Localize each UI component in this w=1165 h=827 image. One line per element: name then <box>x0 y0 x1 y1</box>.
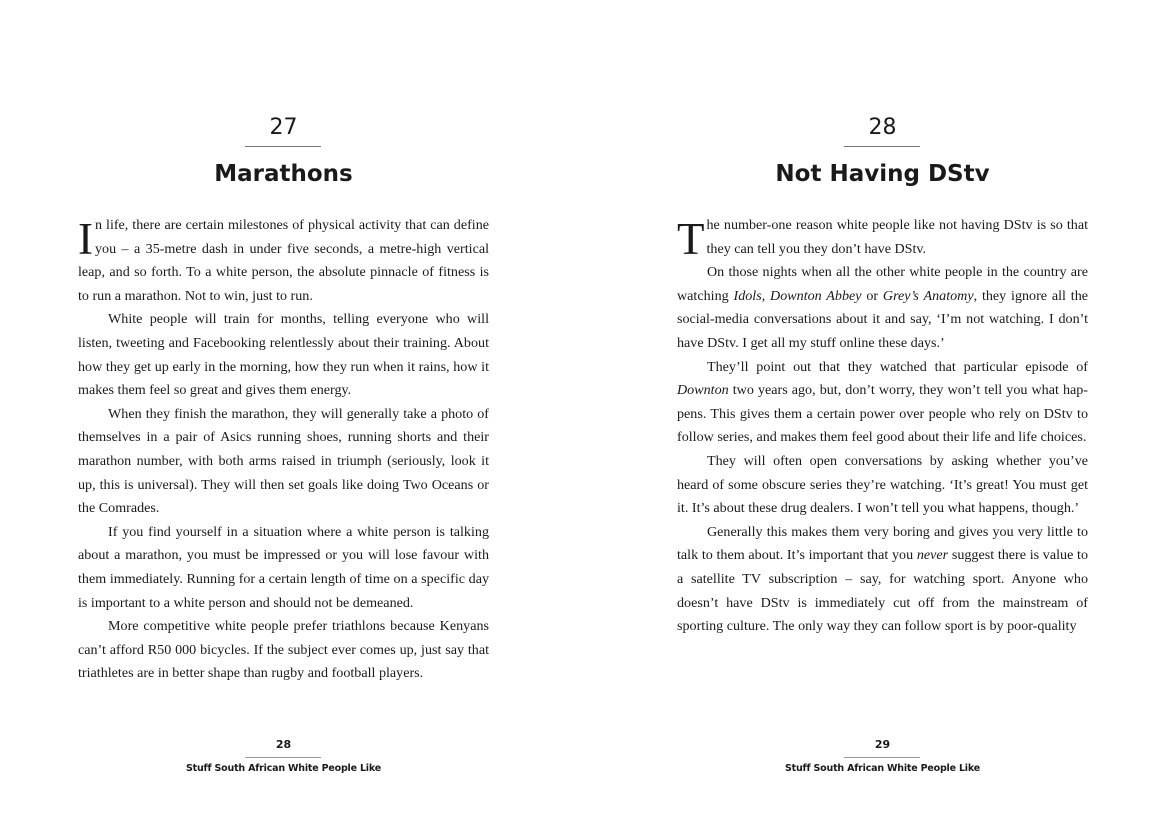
paragraph-text: They’ll point out that they watched that particular episode of <box>707 358 1088 375</box>
paragraph-text: suggest there is value to a satellite TV subscription – say, for watching sport. Anyone who doesn’t have DStv is immediately cut off from the mainstream of sporting culture. The only way they can follow sport is by poor-quality <box>677 547 1088 635</box>
paragraph-text: n life, there are certain milestones of physical activity that can define you – a 35-metre dash in under five seconds, a metre-high vertical leap, and so forth. To a white person, the absolute pinnacle of fitness is to run a marathon. Not to win, just to run. <box>78 217 489 304</box>
footer-rule <box>844 757 920 758</box>
chapter-title: Marathons <box>214 161 353 187</box>
paragraph-text: On those nights when all the other white people in the country are watching <box>677 264 1088 304</box>
show-title-downton: Downton <box>677 382 729 399</box>
page-number: 28 <box>275 738 292 751</box>
paragraph-text: , they ignore all the social-media conversations about it and say, ‘I’m not watching. I don’t have DStv. I get all my stuff online these days.’ <box>677 287 1088 351</box>
drop-cap: T <box>677 214 705 264</box>
chapter-number-rule <box>245 146 321 147</box>
running-footer: Stuff South African White People Like <box>785 763 980 774</box>
paragraph <box>78 214 489 308</box>
paragraph: They will often open conversations by asking whether you’ve heard of some obscure series they’re watching. ‘It’s great! You must get it. It’s about these drug dealers. I won’t tell you what happens, though.’ <box>677 452 1088 517</box>
paragraph-text: he number-one reason white people like not having DStv is so that they can tell you they don’t have DStv. <box>706 217 1088 257</box>
paragraph: When they finish the marathon, they will generally take a photo of themselves in a pair of Asics running shoes, running shorts and their marathon number, with both arms raised in triumph (seriously, look it up, this is universal). They will then set goals like doing Two Oceans or the Comrades. <box>78 405 489 517</box>
paragraph <box>677 356 1088 450</box>
paragraph-text: , <box>761 287 771 304</box>
footer-rule <box>245 757 321 758</box>
paragraph-text: or <box>861 287 883 304</box>
right-page <box>677 0 1088 827</box>
show-title-downton-abbey: Downton Abbey <box>770 287 862 304</box>
chapter-number: 27 <box>269 115 298 140</box>
paragraph <box>677 261 1088 355</box>
paragraph-text: Generally this makes them very boring and gives you very little to talk to them about. It’s important that you <box>677 523 1088 564</box>
show-title-idols: Idols <box>733 287 762 304</box>
chapter-number: 28 <box>868 115 897 140</box>
emphasis-never: never <box>916 547 949 564</box>
drop-cap: I <box>78 214 93 264</box>
paragraph: White people will train for months, telling everyone who will listen, tweeting and Facebooking relentlessly about their training. About how they get up early in the morning, how they run when it rains, how it makes them feel so great and gives them energy. <box>78 311 489 399</box>
chapter-number-rule <box>844 146 920 147</box>
running-footer: Stuff South African White People Like <box>186 763 381 774</box>
chapter-body <box>78 214 489 686</box>
paragraph: More competitive white people prefer triathlons because Kenyans can’t afford R50 000 bicycles. If the subject ever comes up, just say that triathletes are in better shape than rugby and football players. <box>78 618 489 682</box>
paragraph-text: two years ago, but, don’t worry, they won’t tell you what hap-pens. This gives them a certain power over people who rely on DStv to follow series, and makes them feel good about their life and life choices. <box>677 382 1088 446</box>
paragraph: If you find yourself in a situation where a white person is talking about a marathon, you must be impressed or you will lose favour with them immediately. Running for a certain length of time on a specific day is important to a white person and should not be demeaned. <box>78 523 489 611</box>
page-number: 29 <box>874 738 891 751</box>
show-title-greys-anatomy: Grey’s Anatomy <box>882 287 974 304</box>
chapter-body <box>677 214 1088 639</box>
paragraph <box>677 521 1088 639</box>
left-page <box>78 0 489 827</box>
chapter-title: Not Having DStv <box>775 161 990 187</box>
paragraph <box>677 214 1088 264</box>
